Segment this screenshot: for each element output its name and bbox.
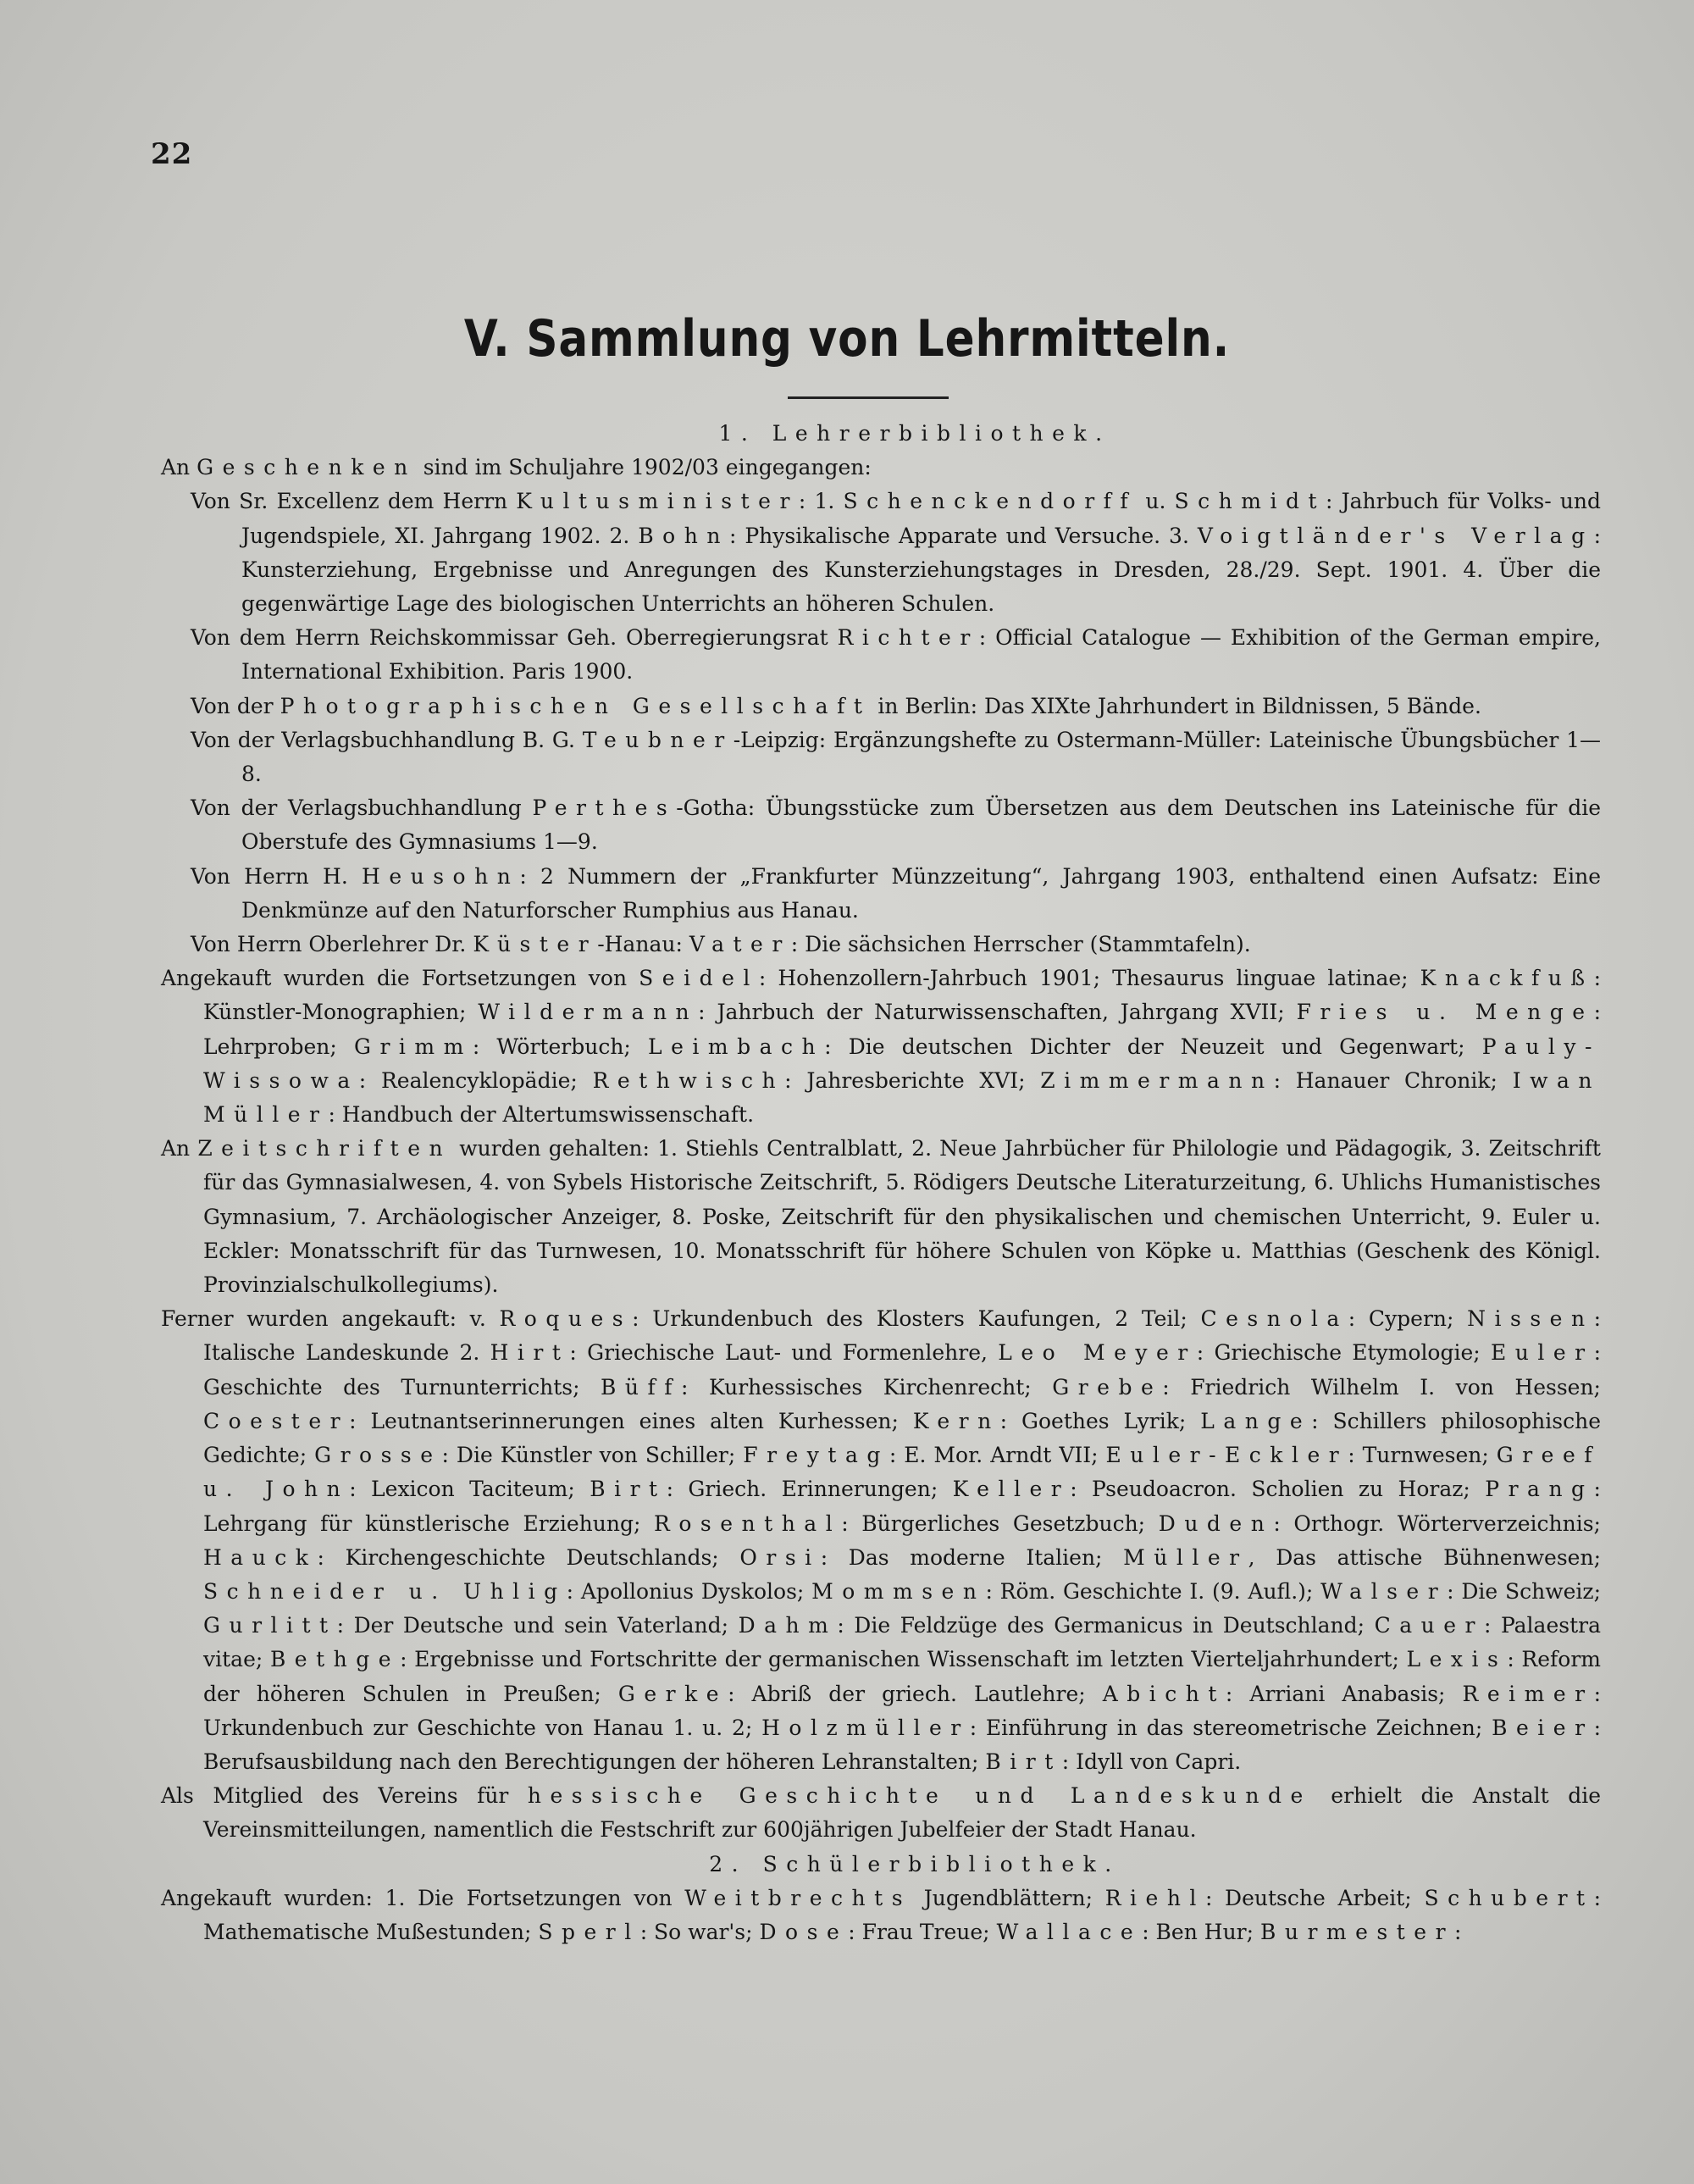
spaced-name: Grebe xyxy=(1052,1374,1163,1400)
text-run: -Gotha: Übungsstücke zum Übersetzen aus dem Deutschen ins Lateinische für die Oberstufe des Gymnasiums 1—9. xyxy=(241,795,1601,855)
text-run: : Jahresberichte XVI; xyxy=(784,1067,1041,1093)
spaced-name: Cauer xyxy=(1374,1613,1484,1638)
text-run: : Hohenzollern-Jahrbuch 1901; Thesaurus linguae latinae; xyxy=(758,966,1420,991)
text-run: : 1. xyxy=(798,489,844,514)
text-run: : Physikalische Apparate und Versuche. 3. xyxy=(728,523,1198,548)
paragraph-gift-heusohn xyxy=(161,860,1601,928)
text-run: sind im Schuljahre 1902/03 eingegangen: xyxy=(416,455,872,480)
spaced-name: Fries u. Menge xyxy=(1296,1000,1594,1025)
body-text xyxy=(161,417,1601,1949)
text-run: : Kirchengeschichte Deutschlands; xyxy=(317,1544,740,1570)
text-run: Angekauft wurden: 1. Die Fortsetzungen von xyxy=(161,1885,685,1910)
spaced-name: Dahm xyxy=(738,1613,838,1638)
text-run: : Idyll von Capri. xyxy=(1061,1749,1242,1774)
text-run: : So war's; xyxy=(639,1919,760,1944)
spaced-name: Gurlitt xyxy=(203,1613,337,1638)
spaced-name: Müller xyxy=(1123,1544,1248,1570)
spaced-name: Keller xyxy=(952,1477,1071,1502)
text-run: : Wörterbuch; xyxy=(472,1034,649,1059)
text-run: : Künstler-Monographien; xyxy=(203,966,1601,1025)
spaced-name: hessische Geschichte und Landeskunde xyxy=(527,1783,1312,1809)
spaced-name: Schmidt xyxy=(1174,489,1326,514)
spaced-name: Perthes xyxy=(532,795,677,821)
spaced-name: Hirt xyxy=(490,1340,570,1366)
text-run: An xyxy=(161,455,197,480)
text-run: : Geschichte des Turnunterrichts; xyxy=(203,1340,1602,1400)
spaced-name: Birt xyxy=(590,1477,667,1502)
text-run: wurden gehalten: 1. Stiehls Centralblatt, 2. Neue Jahrbücher für Philologie und Pädagogik, 3. Zeitschrift für das Gymnasialwesen, 4. von Sybels Historische Zeitschrift, 5. Rödigers Deutsche Literaturzeitung, 6. Uhlichs Humanistisches Gymnasium, 7. Archäologischer Anzeiger, 8. Poske, Zeitschrift für den physikalischen und chemischen Unterricht, 9. Euler u. Eckler: Monatsschrift für das Turnwesen, 10. Monatsschrift für höhere Schulen von Köpke u. Matthias (Geschenk des Königl. Provinzialschulkollegiums). xyxy=(203,1136,1601,1298)
text-run: : Urkundenbuch des Klosters Kaufungen, 2 Teil; xyxy=(632,1306,1201,1332)
text-run: -Leipzig: Ergänzungshefte zu Ostermann-Müller: Lateinische Übungsbücher 1—8. xyxy=(241,727,1601,787)
spaced-name: Weitbrechts xyxy=(684,1885,912,1910)
text-run: : Orthogr. Wörterverzeichnis; xyxy=(1273,1511,1601,1536)
text-run: : Realencyklopädie; xyxy=(358,1067,593,1093)
text-run: Von Sr. Excellenz dem Herrn xyxy=(191,489,517,514)
text-run: Ferner wurden angekauft: v. xyxy=(161,1306,500,1332)
paragraph-membership xyxy=(161,1779,1601,1847)
spaced-name: Wildermann xyxy=(478,1000,699,1025)
spaced-name: Reimer xyxy=(1462,1681,1594,1706)
text-run: Von der Verlagsbuchhandlung xyxy=(191,795,533,821)
spaced-name: Kultusminister xyxy=(516,489,799,514)
spaced-name: Schubert xyxy=(1424,1885,1594,1910)
paragraph-purchased-continuations xyxy=(161,962,1601,1132)
text-run: : Einführung in das stereometrische Zeichnen; xyxy=(969,1715,1492,1740)
spaced-name: Roques xyxy=(499,1306,633,1332)
spaced-name: Heusohn xyxy=(362,863,520,889)
text-run: : Jahrbuch der Naturwissenschaften, Jahrgang XVII; xyxy=(698,1000,1297,1025)
text-run: : Official Catalogue — Exhibition of the German empire, International Exhibition. Paris 1900. xyxy=(241,625,1601,685)
spaced-name: Zimmermann xyxy=(1040,1067,1274,1093)
spaced-name: Seidel xyxy=(639,966,759,991)
text-run: : Die Feldzüge des Germanicus in Deutschland; xyxy=(837,1613,1375,1638)
spaced-name: Hauck xyxy=(203,1544,318,1570)
text-run: : Arriani Anabasis; xyxy=(1225,1681,1463,1706)
spaced-name: Rethwisch xyxy=(592,1067,785,1093)
text-run: : Hanauer Chronik; xyxy=(1273,1067,1513,1093)
text-run: : Goethes Lyrik; xyxy=(999,1408,1201,1433)
spaced-name: Wallace xyxy=(996,1919,1143,1944)
paragraph-further-purchases xyxy=(161,1302,1601,1779)
text-run: : Griechische Etymologie; xyxy=(1196,1340,1491,1366)
section-heading-lehrerbibliothek xyxy=(161,417,1601,451)
paragraph-gifts-intro xyxy=(161,451,1601,485)
spaced-name: Euler-Eckler xyxy=(1105,1443,1348,1468)
spaced-name: Photographischen Gesellschaft xyxy=(280,693,872,718)
page-number: 22 xyxy=(151,137,193,171)
text-run: : Die deutschen Dichter der Neuzeit und Gegenwart; xyxy=(824,1034,1482,1059)
text-run: : Cypern; xyxy=(1348,1306,1468,1332)
paragraph-gift-photographische-gesellschaft xyxy=(161,690,1601,723)
text-run: : Schillers philosophische Gedichte; xyxy=(203,1408,1602,1468)
spaced-name: Richter xyxy=(837,625,979,651)
paragraph-journals xyxy=(161,1132,1601,1302)
spaced-name: Iwan Müller xyxy=(203,1067,1601,1128)
text-run: in Berlin: Das XIXte Jahrhundert in Bildnissen, 5 Bände. xyxy=(871,693,1481,718)
text-run: : E. Mor. Arndt VII; xyxy=(889,1443,1106,1468)
spaced-name: Bethge xyxy=(269,1647,401,1672)
spaced-name: Cesnola xyxy=(1200,1306,1348,1332)
text-run: : Der Deutsche und sein Vaterland; xyxy=(336,1613,739,1638)
text-run: erhielt die Anstalt die Vereinsmitteilungen, namentlich die Festschrift zur 600jährigen Jubelfeier der Stadt Hanau. xyxy=(203,1783,1601,1843)
heading-text: 1. Lehrerbibliothek. xyxy=(718,421,1111,446)
spaced-name: Gerke xyxy=(617,1681,728,1706)
text-run: : Lehrgang für künstlerische Erziehung; xyxy=(203,1477,1601,1536)
spaced-name: Grosse xyxy=(314,1443,442,1468)
text-run: : Reform der höheren Schulen in Preußen; xyxy=(203,1647,1601,1706)
text-run: Von Herrn Oberlehrer Dr. xyxy=(191,932,473,957)
spaced-name: Burmester xyxy=(1260,1919,1455,1944)
text-run: -Hanau: xyxy=(597,932,689,957)
spaced-name: Leimbach xyxy=(648,1034,825,1059)
text-run: : Deutsche Arbeit; xyxy=(1204,1885,1425,1910)
spaced-name: Leo Meyer xyxy=(998,1340,1197,1366)
text-run: : Griechische Laut- und Formenlehre, xyxy=(569,1340,999,1366)
spaced-name: Rosenthal xyxy=(654,1511,842,1536)
page-title: V. Sammlung von Lehrmitteln. xyxy=(463,309,1231,369)
text-run: Jugendblättern; xyxy=(911,1885,1105,1910)
spaced-name: Schneider u. Uhlig xyxy=(203,1578,567,1604)
spaced-name: Dose xyxy=(759,1919,849,1944)
text-run: An xyxy=(161,1136,198,1161)
text-run: : Kurhessisches Kirchenrecht; xyxy=(681,1374,1053,1400)
title-divider xyxy=(788,396,949,399)
text-run: : Berufsausbildung nach den Berechtigungen der höheren Lehranstalten; xyxy=(203,1715,1601,1774)
text-run: : Pseudoacron. Scholien zu Horaz; xyxy=(1070,1477,1486,1502)
text-run: : Die Künstler von Schiller; xyxy=(441,1443,744,1468)
text-run: : Apollonius Dyskolos; xyxy=(566,1578,812,1604)
text-run: : Urkundenbuch zur Geschichte von Hanau 1. u. 2; xyxy=(203,1681,1602,1740)
spaced-name: Abicht xyxy=(1102,1681,1226,1706)
text-run: : Lehrproben; xyxy=(203,1000,1601,1059)
spaced-name: Büff xyxy=(601,1374,682,1400)
spaced-name: Knackfuß xyxy=(1420,966,1594,991)
text-run: Von dem Herrn Reichskommissar Geh. Oberregierungsrat xyxy=(191,625,838,651)
text-run: : Italische Landeskunde 2. xyxy=(203,1306,1602,1366)
spaced-name: Birt xyxy=(985,1749,1062,1774)
text-run: u. xyxy=(1137,489,1175,514)
spaced-name: Beier xyxy=(1492,1715,1594,1740)
spaced-name: Pauly-Wissowa xyxy=(203,1034,1601,1093)
text-run: Von der Verlagsbuchhandlung B. G. xyxy=(191,727,583,752)
spaced-name: Teubner xyxy=(582,727,734,752)
text-run: : Leutnantserinnerungen eines alten Kurhessen; xyxy=(349,1408,913,1433)
spaced-name: Riehl xyxy=(1104,1885,1205,1910)
text-run: : Röm. Geschichte I. (9. Aufl.); xyxy=(985,1578,1321,1604)
spaced-name: Nissen xyxy=(1467,1306,1594,1332)
spaced-name: Bohn xyxy=(638,523,729,548)
spaced-name: Küster xyxy=(473,932,598,957)
paragraph-gift-reichskommissar xyxy=(161,621,1601,689)
spaced-name: Coester xyxy=(203,1408,350,1433)
text-run: : Das moderne Italien; xyxy=(820,1544,1124,1570)
text-run: : 2 Nummern der „Frankfurter Münzzeitung“, Jahrgang 1903, enthaltend einen Aufsatz: Eine Denkmünze auf den Naturforscher Rumphius aus Hanau. xyxy=(241,863,1601,923)
text-run: : Lexicon Taciteum; xyxy=(349,1477,590,1502)
spaced-name: Lexis xyxy=(1406,1647,1508,1672)
text-run: : Bürgerliches Gesetzbuch; xyxy=(841,1511,1159,1536)
text-run: : Turnwesen; xyxy=(1348,1443,1497,1468)
text-run: : Die sächsichen Herrscher (Stammtafeln). xyxy=(790,932,1251,957)
text-run: : Palaestra vitae; xyxy=(203,1613,1601,1672)
spaced-name: Euler xyxy=(1490,1340,1594,1366)
spaced-name: Geschenken xyxy=(197,455,417,480)
spaced-name: Grimm xyxy=(353,1034,473,1059)
section-heading-schuelerbibliothek xyxy=(161,1848,1601,1882)
spaced-name: Walser xyxy=(1320,1578,1448,1604)
paragraph-gift-perthes xyxy=(161,791,1601,859)
text-run: : Ergebnisse und Fortschritte der germanischen Wissenschaft im letzten Vierteljahrhundert; xyxy=(400,1647,1407,1672)
paragraph-gift-teubner xyxy=(161,723,1601,791)
spaced-name: Mommsen xyxy=(811,1578,986,1604)
text-run: Angekauft wurden die Fortsetzungen von xyxy=(161,966,639,991)
text-run: : Die Schweiz; xyxy=(1447,1578,1601,1604)
paragraph-gift-kultusminister xyxy=(161,485,1601,621)
text-run: Von Herrn H. xyxy=(191,863,363,889)
spaced-name: Freytag xyxy=(743,1443,889,1468)
spaced-name: Kern xyxy=(912,1408,1000,1433)
spaced-name: Orsi xyxy=(739,1544,821,1570)
text-run: : Mathematische Mußestunden; xyxy=(203,1885,1602,1944)
text-run: : Kunsterziehung, Ergebnisse und Anregungen des Kunsterziehungstages in Dresden, 28./29. Sept. 1901. 4. Über die gegenwärtige Lage des biologischen Unterrichts an höheren Schulen. xyxy=(241,523,1602,617)
spaced-name: Lange xyxy=(1200,1408,1312,1433)
spaced-name: Zeitschriften xyxy=(197,1136,452,1161)
heading-text: 2. Schülerbibliothek. xyxy=(709,1851,1121,1876)
text-run: : xyxy=(1454,1919,1462,1944)
paragraph-student-purchases xyxy=(161,1882,1601,1949)
text-run: : Abriß der griech. Lautlehre; xyxy=(728,1681,1103,1706)
text-run: : Ben Hur; xyxy=(1142,1919,1260,1944)
spaced-name: Sperl xyxy=(538,1919,640,1944)
text-run: Als Mitglied des Vereins für xyxy=(161,1783,528,1809)
text-run: : Jahrbuch für Volks- und Jugendspiele, XI. Jahrgang 1902. 2. xyxy=(241,489,1602,548)
spaced-name: Voigtländer's Verlag xyxy=(1197,523,1594,548)
spaced-name: Prang xyxy=(1485,1477,1594,1502)
text-run: : Griech. Erinnerungen; xyxy=(666,1477,953,1502)
text-run: Von der xyxy=(191,693,280,718)
spaced-name: Duden xyxy=(1158,1511,1274,1536)
spaced-name: Schenckendorff xyxy=(843,489,1138,514)
spaced-name: Greef u. John xyxy=(203,1443,1601,1502)
text-run: , Das attische Bühnenwesen; xyxy=(1248,1544,1601,1570)
paragraph-gift-kuester xyxy=(161,928,1601,962)
text-run: : Friedrich Wilhelm I. von Hessen; xyxy=(1162,1374,1601,1400)
text-run: : Handbuch der Altertumswissenschaft. xyxy=(328,1102,755,1128)
spaced-name: Holzmüller xyxy=(761,1715,970,1740)
spaced-name: Vater xyxy=(689,932,791,957)
text-run: : Frau Treue; xyxy=(848,1919,997,1944)
